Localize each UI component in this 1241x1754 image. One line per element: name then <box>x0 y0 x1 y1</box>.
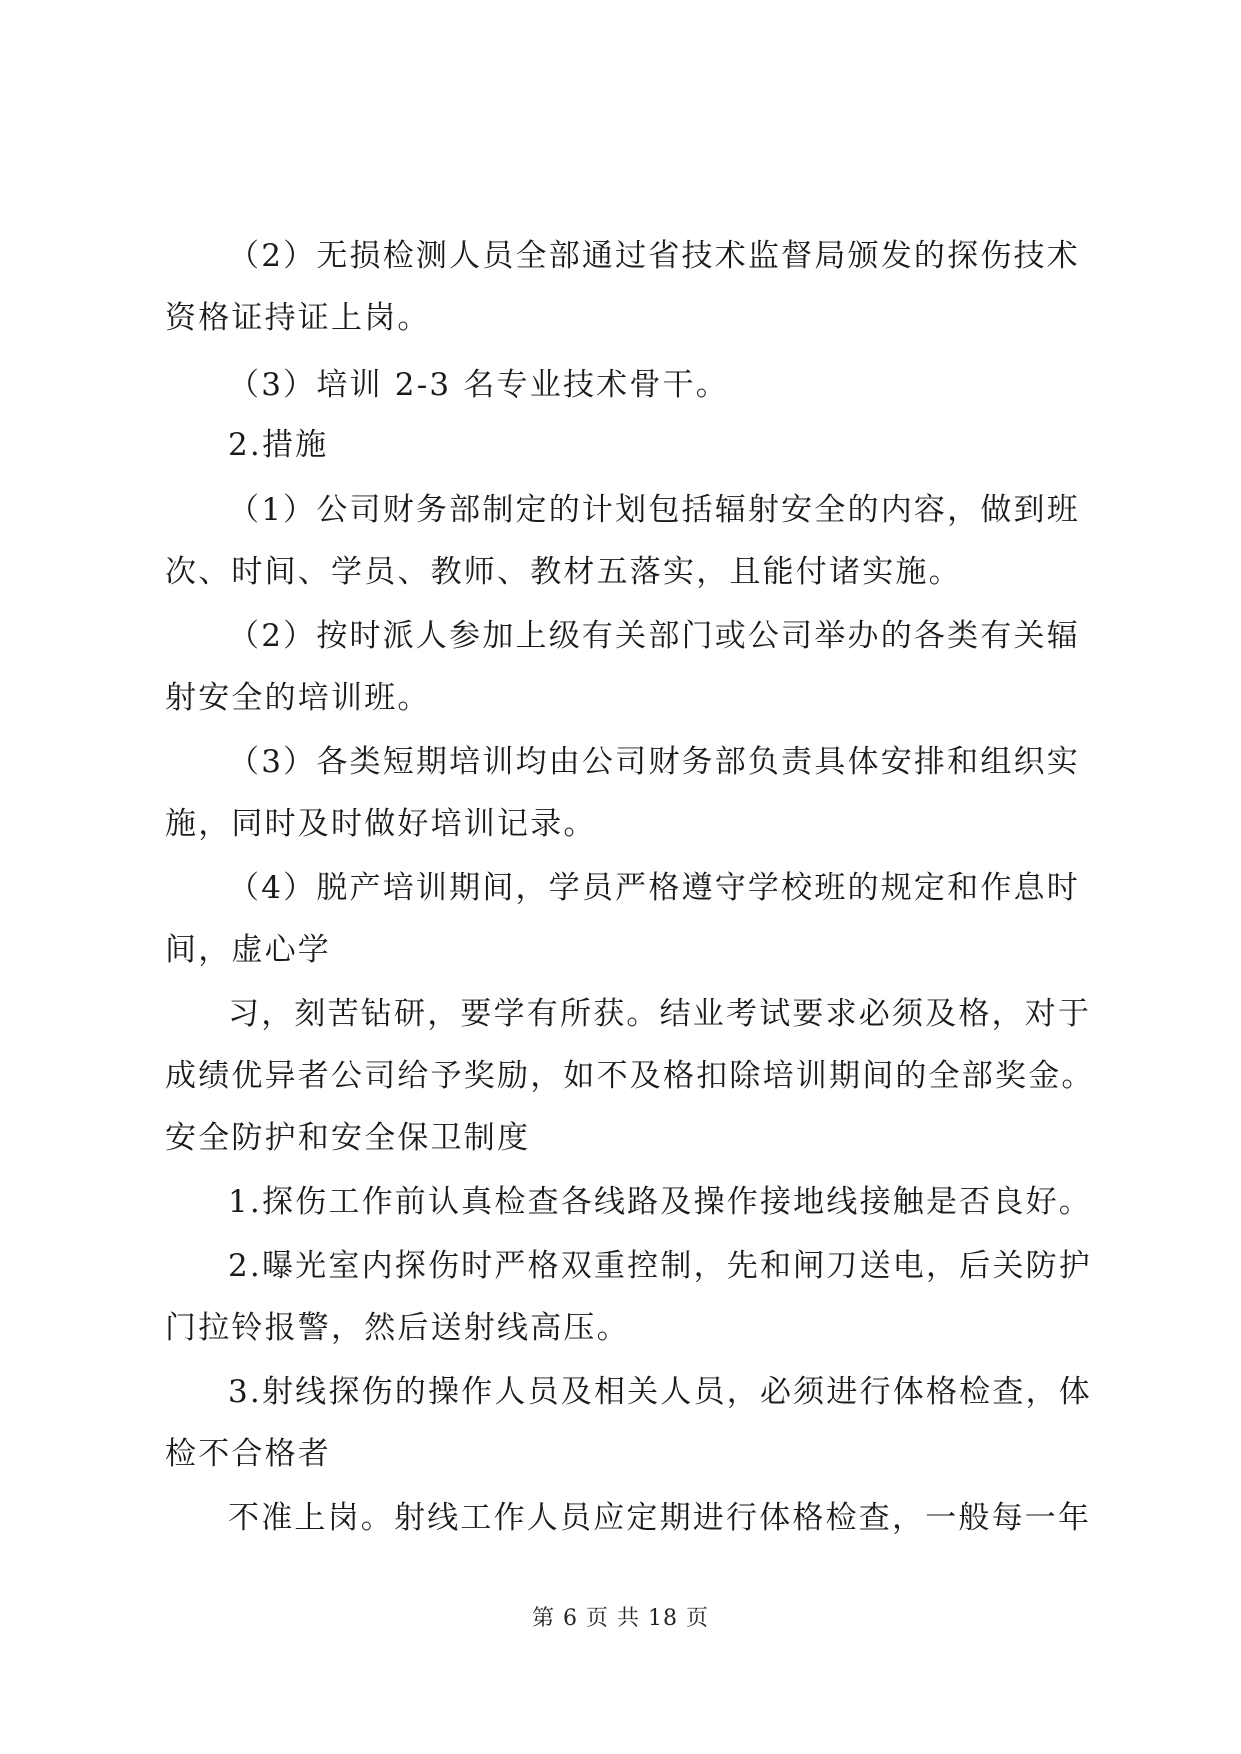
text-line: （3）培训 2-3 名专业技术骨干。 <box>228 367 729 403</box>
text-line: （2）按时派人参加上级有关部门或公司举办的各类有关辐 <box>228 618 1080 654</box>
text-line: 2.曝光室内探伤时严格双重控制，先和闸刀送电，后关防护 <box>228 1248 1092 1284</box>
text-line: 3.射线探伤的操作人员及相关人员，必须进行体格检查，体 <box>228 1374 1092 1410</box>
text-line: 门拉铃报警，然后送射线高压。 <box>165 1310 630 1346</box>
text-line: （2）无损检测人员全部通过省技术监督局颁发的探伤技术 <box>228 238 1080 274</box>
text-line: 施，同时及时做好培训记录。 <box>165 806 597 842</box>
text-line: 习，刻苦钻研，要学有所获。结业考试要求必须及格，对于 <box>228 996 1092 1032</box>
text-line: 不准上岗。射线工作人员应定期进行体格检查，一般每一年 <box>228 1500 1092 1536</box>
text-line: 检不合格者 <box>165 1436 331 1472</box>
text-line: 1.探伤工作前认真检查各线路及操作接地线接触是否良好。 <box>228 1184 1092 1220</box>
text-line: （3）各类短期培训均由公司财务部负责具体安排和组织实 <box>228 744 1080 780</box>
text-line: 射安全的培训班。 <box>165 680 431 716</box>
page-number-footer: 第 6 页 共 18 页 <box>532 1606 709 1631</box>
text-line: 间，虚心学 <box>165 932 331 968</box>
section-heading: 安全防护和安全保卫制度 <box>165 1120 531 1156</box>
section-heading: 2.措施 <box>228 427 329 463</box>
text-line: 成绩优异者公司给予奖励，如不及格扣除培训期间的全部奖金。 <box>165 1058 1095 1094</box>
text-line: 次、时间、学员、教师、教材五落实，且能付诸实施。 <box>165 554 962 590</box>
text-line: （1）公司财务部制定的计划包括辐射安全的内容，做到班 <box>228 492 1080 528</box>
text-line: （4）脱产培训期间，学员严格遵守学校班的规定和作息时 <box>228 870 1080 906</box>
text-line: 资格证持证上岗。 <box>165 300 431 336</box>
